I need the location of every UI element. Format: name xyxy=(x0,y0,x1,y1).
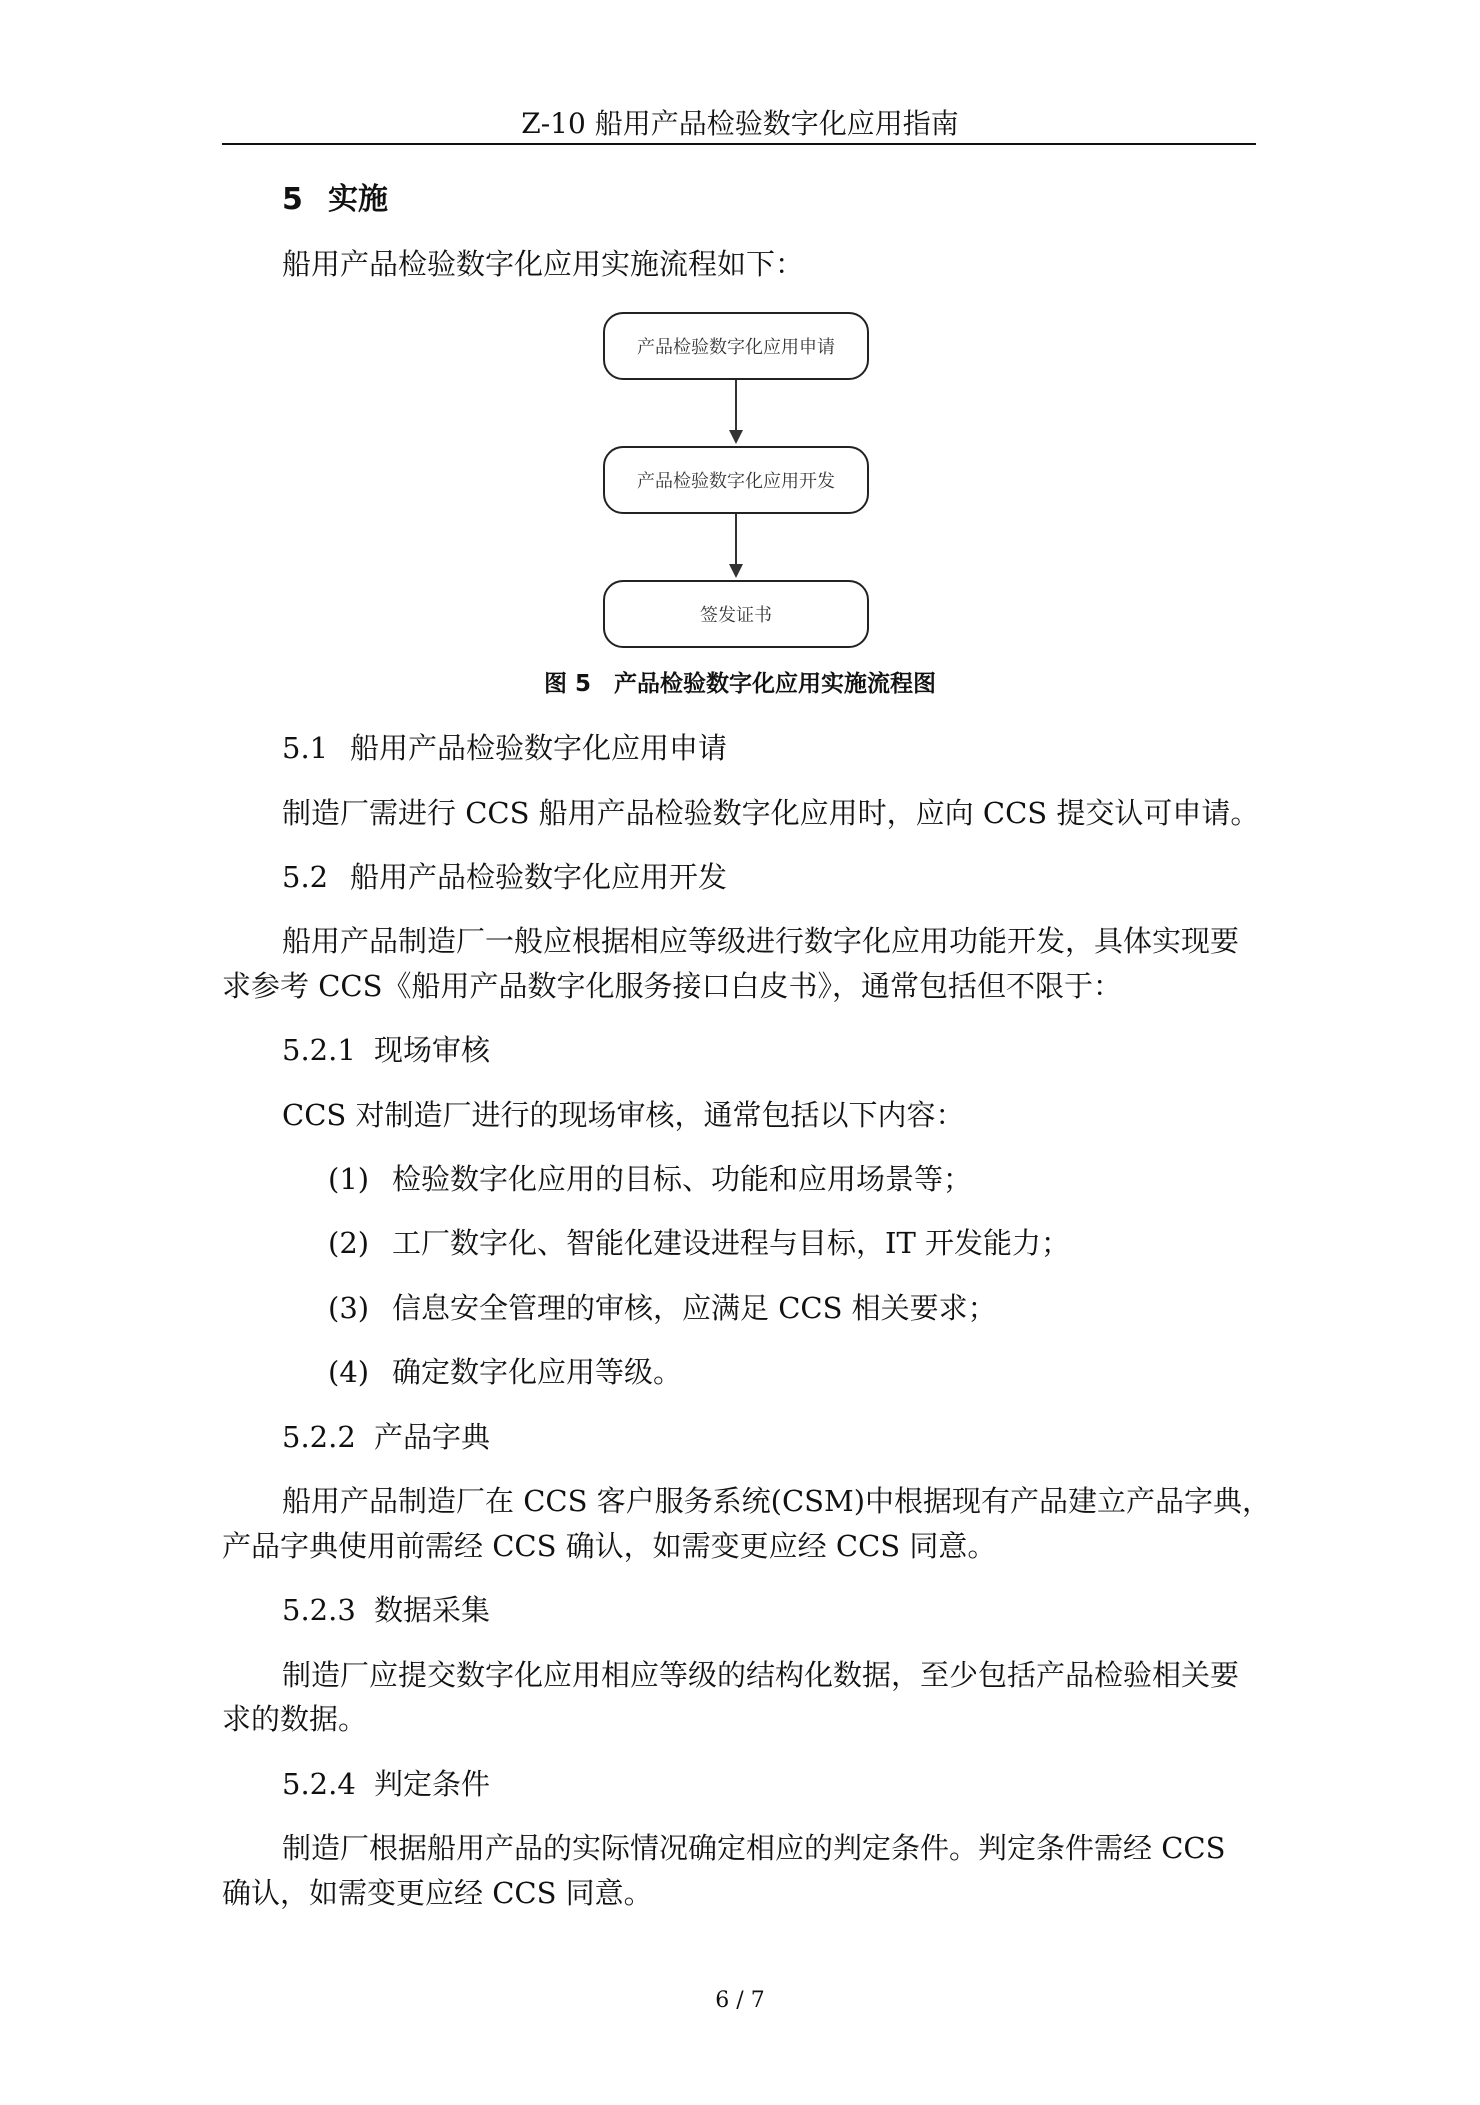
subsection-5-1-text: 制造厂需进行 CCS 船用产品检验数字化应用时，应向 CCS 提交认可申请。 xyxy=(282,796,1260,830)
subsection-number: 5.2.1 xyxy=(282,1033,356,1067)
subsection-5-1-heading xyxy=(282,728,727,768)
subsection-5-2-text-line2: 求参考 CCS《船用产品数字化服务接口白皮书》，通常包括但不限于： xyxy=(222,969,1122,1003)
list-item xyxy=(328,1159,972,1199)
subsection-title: 现场审核 xyxy=(374,1033,491,1067)
subsection-number: 5.2 xyxy=(282,860,329,894)
subsection-5-2-3-heading xyxy=(282,1590,490,1630)
subsection-number: 5.1 xyxy=(282,731,329,765)
subsection-title: 船用产品检验数字化应用开发 xyxy=(350,860,728,894)
figure-caption: 图 5 产品检验数字化应用实施流程图 xyxy=(543,671,936,697)
subsection-5-2-1-heading xyxy=(282,1030,490,1070)
list-item xyxy=(328,1223,1070,1263)
subsection-5-2-3-text-line2: 求的数据。 xyxy=(222,1702,368,1736)
subsection-number: 5.2.4 xyxy=(282,1767,356,1801)
subsection-title: 判定条件 xyxy=(374,1767,491,1801)
list-item xyxy=(328,1288,997,1328)
flow-step-develop: 产品检验数字化应用开发 xyxy=(603,446,869,514)
flow-step-certificate: 签发证书 xyxy=(603,580,869,648)
subsection-number: 5.2.2 xyxy=(282,1420,356,1454)
section-title: 实施 xyxy=(328,182,388,217)
list-item-text: 检验数字化应用的目标、功能和应用场景等； xyxy=(392,1162,973,1196)
subsection-5-2-heading xyxy=(282,857,727,897)
subsection-5-2-2-text-line1: 船用产品制造厂在 CCS 客户服务系统(CSM)中根据现有产品建立产品字典， xyxy=(282,1484,1272,1518)
subsection-title: 船用产品检验数字化应用申请 xyxy=(350,731,728,765)
list-item xyxy=(328,1352,682,1392)
list-item-number: (2) xyxy=(328,1226,370,1260)
list-item-text: 确定数字化应用等级。 xyxy=(392,1355,683,1389)
list-item-text: 信息安全管理的审核，应满足 CCS 相关要求； xyxy=(392,1291,997,1325)
subsection-5-2-4-text-line1: 制造厂根据船用产品的实际情况确定相应的判定条件。判定条件需经 CCS xyxy=(282,1831,1226,1865)
list-item-number: (4) xyxy=(328,1355,370,1389)
flowchart xyxy=(600,310,880,650)
flow-arrow-2 xyxy=(735,514,737,566)
flow-arrow-1 xyxy=(735,380,737,432)
header-rule xyxy=(222,143,1256,145)
flow-arrow-1-head xyxy=(729,430,743,444)
subsection-5-2-2-text-line2: 产品字典使用前需经 CCS 确认，如需变更应经 CCS 同意。 xyxy=(222,1529,997,1563)
intro-paragraph: 船用产品检验数字化应用实施流程如下： xyxy=(282,247,805,281)
subsection-5-2-4-heading xyxy=(282,1764,490,1804)
list-item-text: 工厂数字化、智能化建设进程与目标，IT 开发能力； xyxy=(392,1226,1071,1260)
subsection-5-2-3-text-line1: 制造厂应提交数字化应用相应等级的结构化数据，至少包括产品检验相关要 xyxy=(282,1658,1240,1692)
subsection-5-2-text-line1: 船用产品制造厂一般应根据相应等级进行数字化应用功能开发，具体实现要 xyxy=(282,924,1240,958)
page-number: 6 / 7 xyxy=(715,1988,765,2013)
flow-step-apply: 产品检验数字化应用申请 xyxy=(603,312,869,380)
section-number: 5 xyxy=(282,182,303,217)
subsection-title: 产品字典 xyxy=(374,1420,491,1454)
subsection-number: 5.2.3 xyxy=(282,1593,356,1627)
subsection-5-2-4-text-line2: 确认，如需变更应经 CCS 同意。 xyxy=(222,1876,653,1910)
subsection-title: 数据采集 xyxy=(374,1593,491,1627)
subsection-5-2-1-text: CCS 对制造厂进行的现场审核，通常包括以下内容： xyxy=(282,1098,965,1132)
list-item-number: (1) xyxy=(328,1162,370,1196)
flow-arrow-2-head xyxy=(729,564,743,578)
section-heading xyxy=(282,180,388,220)
list-item-number: (3) xyxy=(328,1291,370,1325)
page-header-title: Z-10 船用产品检验数字化应用指南 xyxy=(521,107,959,140)
subsection-5-2-2-heading xyxy=(282,1417,490,1457)
